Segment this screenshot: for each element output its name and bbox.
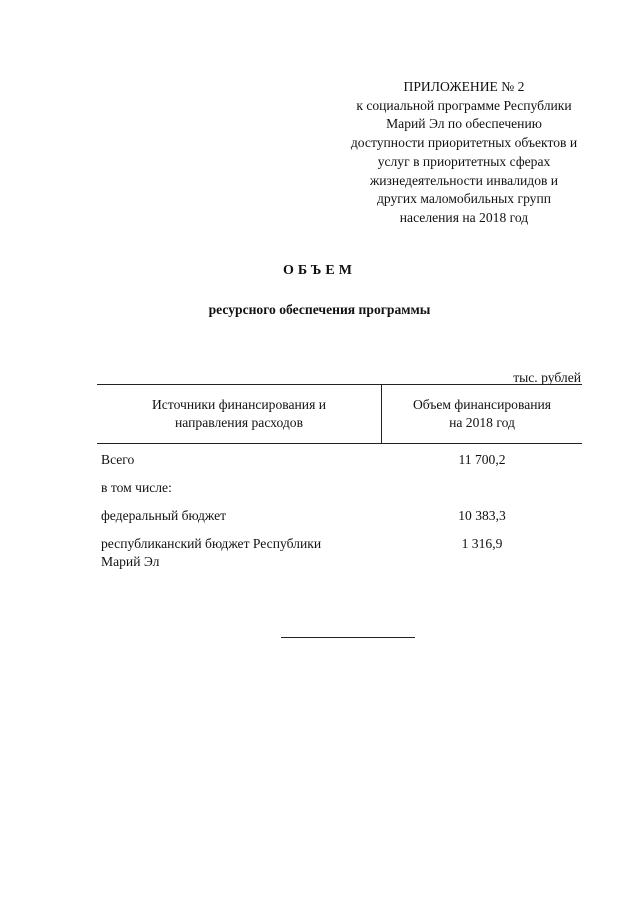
appendix-block bbox=[318, 78, 610, 228]
units-label: тыс. рублей bbox=[513, 370, 581, 385]
closing-line bbox=[281, 637, 415, 638]
table-header bbox=[97, 384, 582, 444]
row-label: федеральный бюджет bbox=[101, 508, 227, 523]
appendix-line: ПРИЛОЖЕНИЕ № 2 bbox=[403, 79, 525, 94]
appendix-line: доступности приоритетных объектов и bbox=[350, 135, 578, 151]
row-label bbox=[101, 535, 371, 571]
document-title: ОБЪЕМ bbox=[283, 263, 356, 278]
header-volume-line: Объем финансирования bbox=[412, 397, 552, 412]
appendix-line: Марий Эл по обеспечению bbox=[386, 116, 542, 132]
row-value: 1 316,9 bbox=[461, 536, 503, 551]
header-volume bbox=[382, 385, 582, 443]
header-sources-line: Источники финансирования и bbox=[151, 397, 327, 412]
row-label: в том числе: bbox=[101, 480, 172, 495]
document-subtitle: ресурсного обеспечения программы bbox=[208, 302, 431, 317]
appendix-line: жизнедеятельности инвалидов и bbox=[369, 172, 559, 188]
header-volume-line: на 2018 год bbox=[449, 415, 515, 430]
header-sources-line: направления расходов bbox=[175, 415, 303, 430]
row-label-line: Марий Эл bbox=[101, 554, 160, 569]
row-value: 10 383,3 bbox=[458, 508, 506, 523]
appendix-line: населения на 2018 год bbox=[399, 209, 529, 225]
header-sources bbox=[97, 385, 382, 443]
row-label: Всего bbox=[101, 452, 135, 467]
funding-table bbox=[97, 384, 582, 569]
appendix-line: услуг в приоритетных сферах bbox=[377, 153, 551, 169]
row-value: 11 700,2 bbox=[458, 452, 506, 467]
row-label-line: республиканский бюджет Республики bbox=[101, 536, 322, 551]
appendix-line: к социальной программе Республики bbox=[356, 97, 572, 113]
appendix-line: других маломобильных групп bbox=[376, 191, 552, 207]
